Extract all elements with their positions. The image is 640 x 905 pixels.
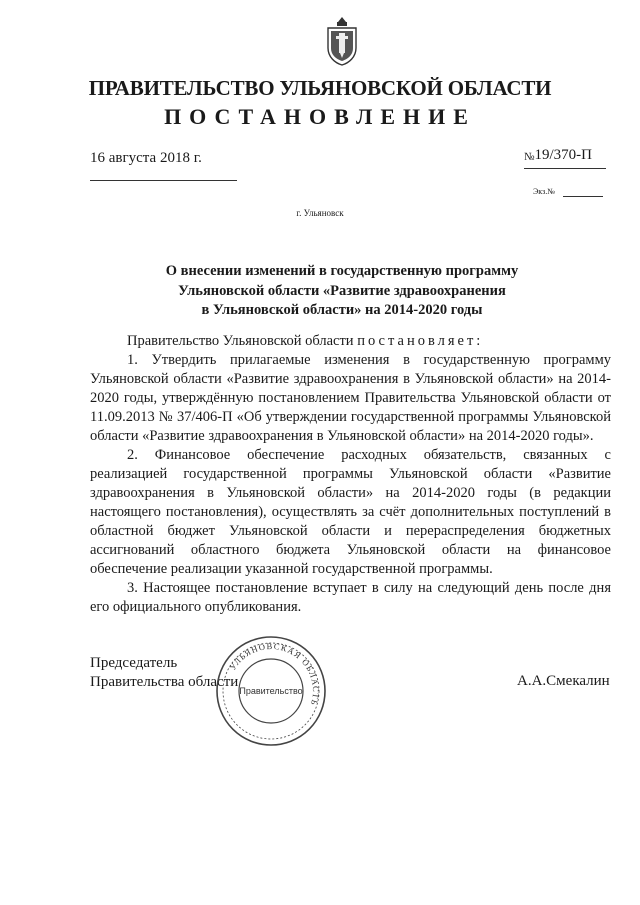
svg-text:УЛЬЯНОВСКАЯ ОБЛАСТЬ: УЛЬЯНОВСКАЯ ОБЛАСТЬ bbox=[227, 640, 322, 708]
paragraph-3: 3. Настоящее постановление вступает в силу на следующий день после дня его официального опубликования. bbox=[90, 580, 611, 615]
intro-verb: постановляет: bbox=[357, 333, 484, 349]
subject-line: О внесении изменений в государственную программу bbox=[165, 263, 519, 279]
paragraph-2: 2. Финансовое обеспечение расходных обязательств, связанных с реализацией государственной программы Ульяновской области «Развитие здравоохранения в Ульяновской области» на 2014-2020 годы (в редакции настоящего постановления), осуществлять за счёт дополнительных поступлений в областной бюджет Ульяновской области и перераспределения бюджетных ассигнований областного бюджета Ульяновской области на финансовое обеспечение реализации указанной государственной программы. bbox=[90, 447, 611, 577]
government-title: ПРАВИТЕЛЬСТВО УЛЬЯНОВСКОЙ ОБЛАСТИ bbox=[88, 76, 552, 100]
coat-of-arms-icon bbox=[325, 16, 359, 66]
city-label: г. Ульяновск bbox=[296, 208, 344, 218]
subject-line: в Ульяновской области» на 2014-2020 годы bbox=[201, 302, 483, 318]
document-body bbox=[90, 332, 611, 617]
document-number bbox=[524, 147, 606, 164]
signatory-title-line: Правительства области bbox=[90, 674, 239, 690]
number-value: 19/370-П bbox=[534, 147, 592, 163]
document-date: 16 августа 2018 г. bbox=[90, 150, 202, 166]
official-stamp-icon bbox=[211, 631, 331, 751]
document-type: ПОСТАНОВЛЕНИЕ bbox=[164, 104, 476, 129]
number-underline bbox=[524, 168, 606, 169]
signatory-name: А.А.Смекалин bbox=[517, 673, 610, 689]
number-sign: № bbox=[524, 151, 535, 163]
copy-number-label: Экз.№ bbox=[533, 187, 555, 196]
signatory-title-line: Председатель bbox=[90, 655, 178, 671]
intro-text: Правительство Ульяновской области bbox=[127, 333, 358, 349]
date-underline bbox=[90, 180, 237, 181]
svg-text:Правительство: Правительство bbox=[239, 686, 303, 696]
intro-paragraph bbox=[90, 332, 611, 351]
paragraph-1: 1. Утвердить прилагаемые изменения в государственную программу Ульяновской области «Развитие здравоохранения в Ульяновской области» на 2014-2020 годы, утверждённую постановлением Правительства Ульяновской области от 11.09.2013 № 37/406-П «Об утверждении государственной программы Ульяновской области «Развитие здравоохранения в Ульяновской области» на 2014-2020 годы». bbox=[90, 352, 611, 444]
subject-line: Ульяновской области «Развитие здравоохранения bbox=[178, 282, 506, 299]
copy-number-line bbox=[563, 196, 603, 197]
document-subject bbox=[0, 262, 640, 321]
